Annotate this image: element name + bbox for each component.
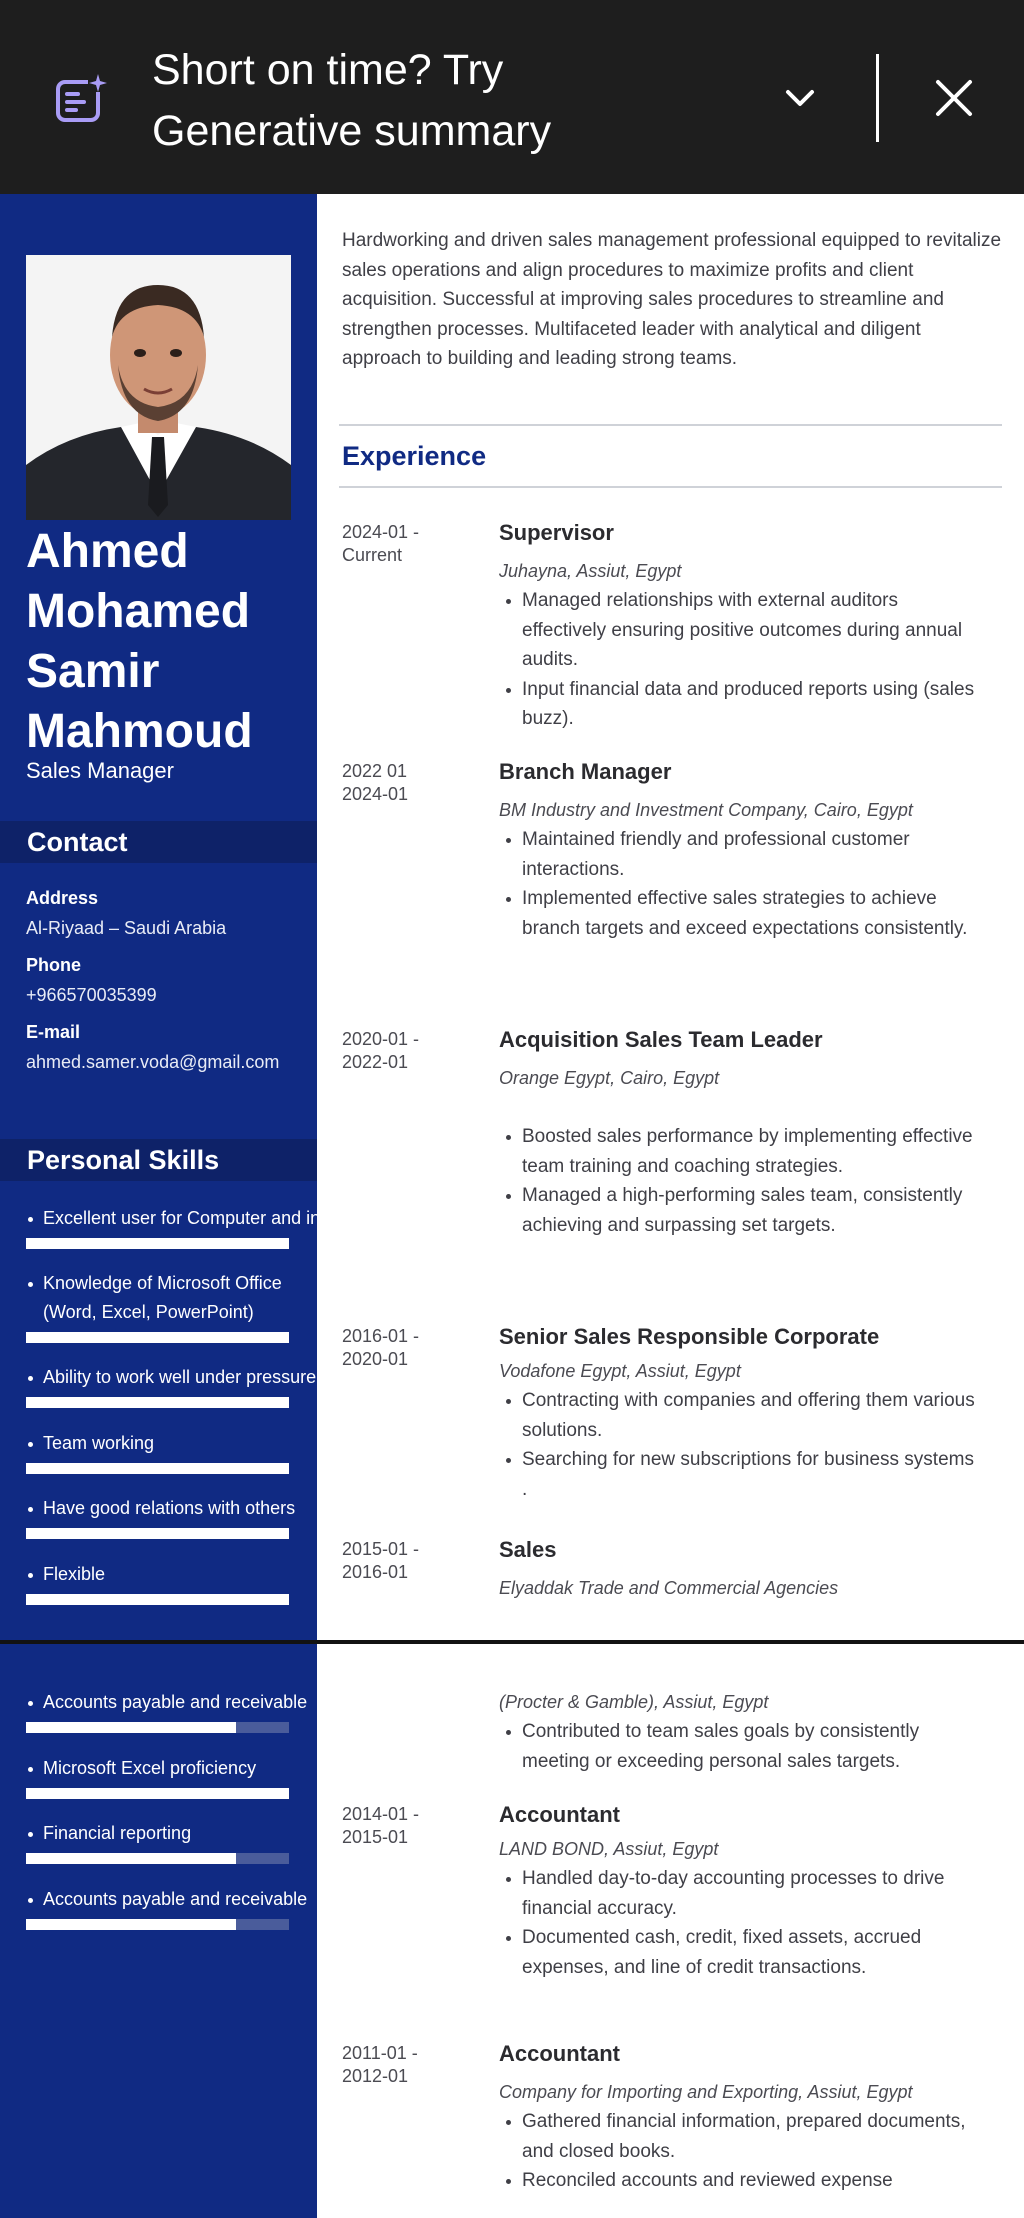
- job-bullet: Reconciled accounts and reviewed expense: [499, 2166, 979, 2196]
- job-company: (Procter & Gamble), Assiut, Egypt: [499, 1692, 769, 1712]
- job-dates: 2016-01 - 2020-01: [342, 1326, 420, 1369]
- contact-section-header: [0, 821, 317, 863]
- skill-item: [26, 1269, 317, 1343]
- skill-bar-fill: [26, 1594, 289, 1605]
- skill-item: [26, 1363, 317, 1408]
- banner-divider: [876, 54, 879, 142]
- job-bullets: [499, 1717, 979, 1776]
- skill-bar-fill: [26, 1853, 236, 1864]
- skills-section-header: [0, 1139, 317, 1181]
- skill-bar: [26, 1919, 289, 1930]
- chevron-down-icon[interactable]: [780, 78, 820, 118]
- job-bullet: Contracting with companies and offering them various solutions.: [499, 1386, 979, 1445]
- resume-page-1: [0, 194, 1024, 1640]
- experience-heading: Experience: [342, 441, 487, 471]
- skill-item: [26, 1885, 317, 1930]
- email-label: E-mail: [26, 1022, 81, 1042]
- job-bullets: [499, 1864, 979, 1982]
- job-title: Senior Sales Responsible Corporate: [499, 1324, 880, 1349]
- address-value: Al-Riyaad – Saudi Arabia: [26, 918, 227, 938]
- skill-bar: [26, 1594, 289, 1605]
- job-title: Sales: [499, 1537, 557, 1562]
- job-bullet: Implemented effective sales strategies to achieve branch targets and exceed expectations consistently.: [499, 884, 979, 943]
- job-company: Orange Egypt, Cairo, Egypt: [499, 1068, 720, 1088]
- skill-label: Knowledge of Microsoft Office (Word, Excel, PowerPoint): [26, 1269, 317, 1327]
- job-dates: 2020-01 - 2022-01: [342, 1029, 420, 1072]
- job-company: Company for Importing and Exporting, Assiut, Egypt: [499, 2082, 913, 2102]
- skill-item: [26, 1819, 317, 1864]
- job-title: Accountant: [499, 1802, 620, 1827]
- skill-bar: [26, 1788, 289, 1799]
- job-dates: 2011-01 - 2012-01: [342, 2043, 418, 2086]
- job-bullet: Managed relationships with external auditors effectively ensuring positive outcomes during annual audits.: [499, 586, 979, 675]
- divider: [339, 424, 1002, 426]
- skill-bar-fill: [26, 1463, 289, 1474]
- divider: [339, 486, 1002, 488]
- skill-label: Ability to work well under pressure: [26, 1363, 317, 1392]
- skill-bar-fill: [26, 1238, 289, 1249]
- skill-bar-fill: [26, 1722, 236, 1733]
- skill-bar: [26, 1397, 289, 1408]
- skill-label: Accounts payable and receivable: [26, 1688, 317, 1717]
- skill-label: Flexible: [26, 1560, 317, 1589]
- resume-sidebar: [0, 1644, 317, 2218]
- job-title: Supervisor: [499, 520, 614, 545]
- job-bullets: [499, 586, 979, 734]
- job-dates: 2022 01 2024-01: [342, 761, 409, 804]
- job-bullet: Maintained friendly and professional customer interactions.: [499, 825, 979, 884]
- skill-item: [26, 1560, 317, 1605]
- skill-bar: [26, 1332, 289, 1343]
- job-dates: 2015-01 - 2016-01: [342, 1539, 420, 1582]
- skill-bar-fill: [26, 1397, 289, 1408]
- profile-photo: [26, 255, 291, 520]
- skill-label: Team working: [26, 1429, 317, 1458]
- skill-label: Excellent user for Computer and internet: [26, 1204, 317, 1233]
- skill-item: [26, 1494, 317, 1539]
- generative-summary-icon[interactable]: [54, 72, 110, 124]
- skills-heading: Personal Skills: [27, 1145, 220, 1175]
- skill-item: [26, 1688, 317, 1733]
- job-bullet: Documented cash, credit, fixed assets, accrued expenses, and line of credit transactions.: [499, 1923, 979, 1982]
- job-bullets: [499, 2107, 979, 2196]
- skill-bar: [26, 1463, 289, 1474]
- phone-label: Phone: [26, 955, 82, 975]
- skill-bar-fill: [26, 1788, 289, 1799]
- generative-summary-banner: [0, 0, 1024, 194]
- job-title: Acquisition Sales Team Leader: [499, 1027, 823, 1052]
- job-bullets: [499, 1386, 979, 1504]
- skill-label: Accounts payable and receivable: [26, 1885, 317, 1914]
- job-bullet: Boosted sales performance by implementing effective team training and coaching strategies.: [499, 1122, 979, 1181]
- job-dates: 2024-01 - Current: [342, 522, 420, 565]
- professional-summary: Hardworking and driven sales management professional equipped to revitalize sales operations and align procedures to maximize profits and client acquisition. Successful at improving sales procedures to streamline and strengthen processes. Multifaceted leader with analytical and diligent approach to building and leading strong teams.: [342, 230, 1002, 369]
- job-company: BM Industry and Investment Company, Cairo, Egypt: [499, 800, 913, 820]
- job-company: Elyaddak Trade and Commercial Agencies: [499, 1578, 839, 1598]
- skill-bar-fill: [26, 1332, 289, 1343]
- resume-sidebar: [0, 194, 367, 1640]
- skill-bar-fill: [26, 1919, 236, 1930]
- job-company: Juhayna, Assiut, Egypt: [499, 561, 682, 581]
- skill-bar: [26, 1853, 289, 1864]
- job-title: Branch Manager: [499, 759, 672, 784]
- close-icon[interactable]: [932, 76, 976, 120]
- skill-label: Have good relations with others: [26, 1494, 317, 1523]
- job-bullet: Managed a high-performing sales team, consistently achieving and surpassing set targets.: [499, 1181, 979, 1240]
- skill-bar-fill: [26, 1528, 289, 1539]
- profile-job-title: Sales Manager: [26, 758, 174, 783]
- contact-heading: Contact: [27, 827, 128, 857]
- job-bullets: [499, 1122, 979, 1240]
- job-bullets: [499, 825, 979, 943]
- skill-label: Microsoft Excel proficiency: [26, 1754, 317, 1783]
- skill-label: Financial reporting: [26, 1819, 317, 1848]
- address-label: Address: [26, 888, 99, 908]
- job-company: Vodafone Egypt, Assiut, Egypt: [499, 1361, 741, 1381]
- job-bullet: Searching for new subscriptions for business systems .: [499, 1445, 979, 1504]
- job-bullet: Handled day-to-day accounting processes to drive financial accuracy.: [499, 1864, 979, 1923]
- job-title: Accountant: [499, 2041, 620, 2066]
- skill-item: [26, 1754, 317, 1799]
- job-bullet: Contributed to team sales goals by consistently meeting or exceeding personal sales targets.: [499, 1717, 979, 1776]
- job-bullet: Gathered financial information, prepared documents, and closed books.: [499, 2107, 979, 2166]
- resume-page-2: [0, 1644, 1024, 2218]
- skill-item: [26, 1429, 317, 1474]
- banner-title[interactable]: Short on time? Try Generative summary: [152, 46, 552, 155]
- job-dates: 2014-01 - 2015-01: [342, 1804, 420, 1847]
- skill-bar: [26, 1722, 289, 1733]
- email-value[interactable]: ahmed.samer.voda@gmail.com: [26, 1052, 280, 1072]
- job-bullet: Input financial data and produced reports using (sales buzz).: [499, 675, 979, 734]
- profile-name: Ahmed Mohamed Samir Mahmoud: [26, 525, 253, 758]
- job-company: LAND BOND, Assiut, Egypt: [499, 1839, 719, 1859]
- skill-item: [26, 1204, 367, 1249]
- phone-value[interactable]: +966570035399: [26, 985, 157, 1005]
- skill-bar: [26, 1238, 289, 1249]
- skill-bar: [26, 1528, 289, 1539]
